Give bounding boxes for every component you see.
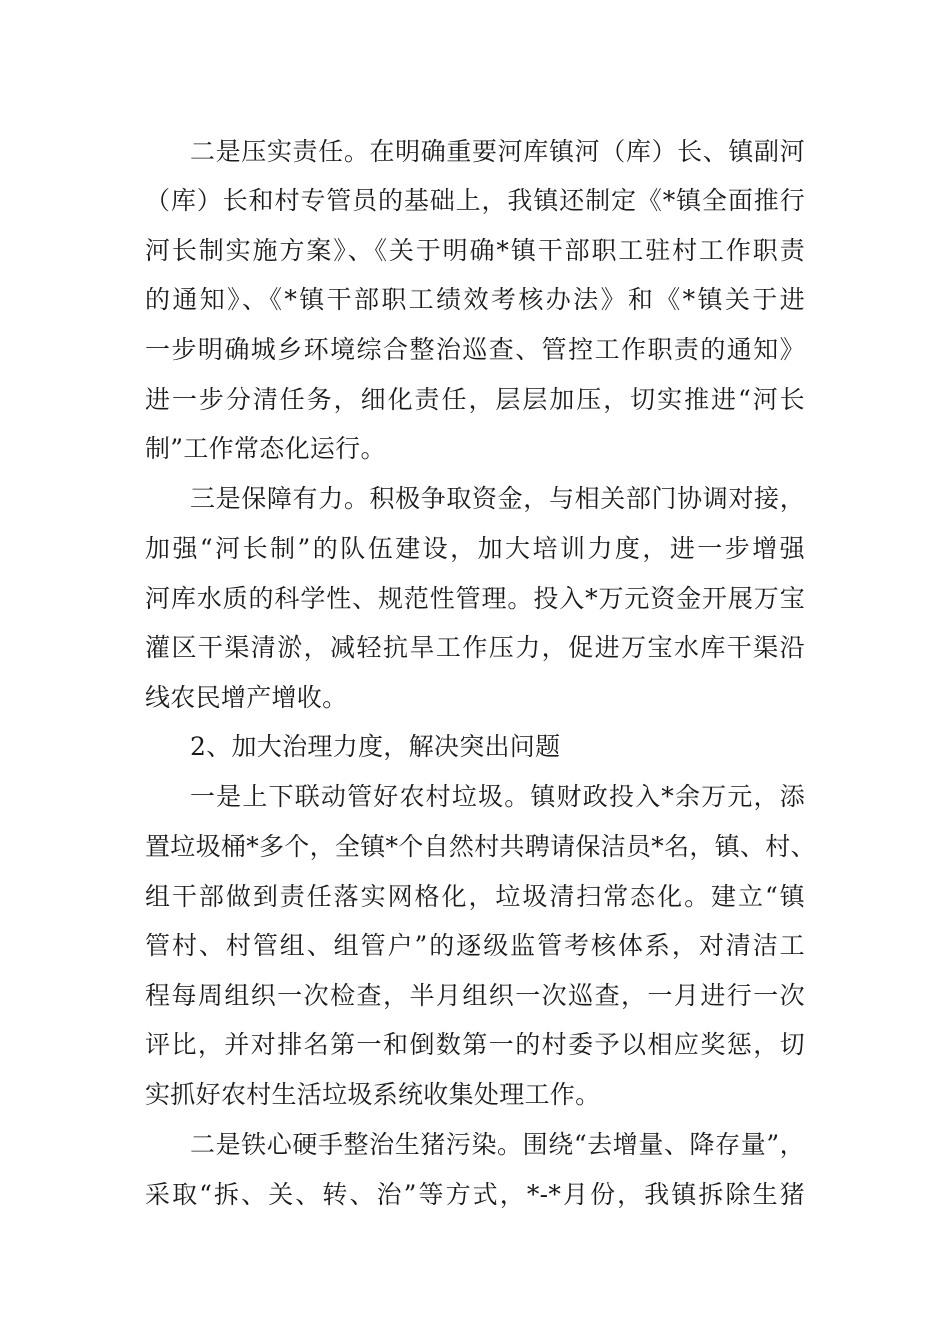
text-line: 三是保障有力。积极争取资金，与相关部门协调对接， — [190, 484, 805, 513]
text-line: 灌区干渠清淤，减轻抗旱工作压力，促进万宝水库干渠沿 — [145, 633, 805, 662]
text-line: 管村、村管组、组管户”的逐级监管考核体系，对清洁工 — [145, 931, 805, 960]
text-line: 进一步分清任务，细化责任，层层加压，切实推进“河长 — [145, 385, 805, 414]
text-line: 置垃圾桶*多个，全镇*个自然村共聘请保洁员*名，镇、村、 — [145, 832, 816, 861]
text-line: 实抓好农村生活垃圾系统收集处理工作。 — [145, 1080, 601, 1109]
text-line: 河库水质的科学性、规范性管理。投入*万元资金开展万宝 — [145, 584, 805, 613]
text-line: 采取“拆、关、转、治”等方式，*-*月份，我镇拆除生猪 — [145, 1180, 805, 1209]
text-line: 线农民增产增收。 — [145, 683, 348, 712]
text-line: 程每周组织一次检查，半月组织一次巡查，一月进行一次 — [145, 981, 805, 1010]
text-line: （库）长和村专管员的基础上，我镇还制定《*镇全面推行 — [145, 186, 805, 215]
text-line: 二是压实责任。在明确重要河库镇河（库）长、镇副河 — [190, 137, 805, 166]
text-line: 一步明确城乡环境综合整治巡查、管控工作职责的通知》 — [145, 335, 805, 364]
section-heading: 2、加大治理力度，解决突出问题 — [190, 732, 561, 761]
text-line: 的通知》、《*镇干部职工绩效考核办法》和《*镇关于进 — [145, 285, 805, 314]
text-line: 评比，并对排名第一和倒数第一的村委予以相应奖惩，切 — [145, 1030, 805, 1059]
text-line: 河长制实施方案》、《关于明确*镇干部职工驻村工作职责 — [145, 236, 805, 265]
text-line: 组干部做到责任落实网格化，垃圾清扫常态化。建立“镇 — [145, 882, 805, 911]
text-line: 制”工作常态化运行。 — [145, 434, 386, 463]
text-line: 加强“河长制”的队伍建设，加大培训力度，进一步增强 — [145, 534, 805, 563]
text-line: 二是铁心硬手整治生猪污染。围绕“去增量、降存量”， — [190, 1130, 805, 1159]
text-line: 一是上下联动管好农村垃圾。镇财政投入*余万元，添 — [190, 782, 805, 811]
